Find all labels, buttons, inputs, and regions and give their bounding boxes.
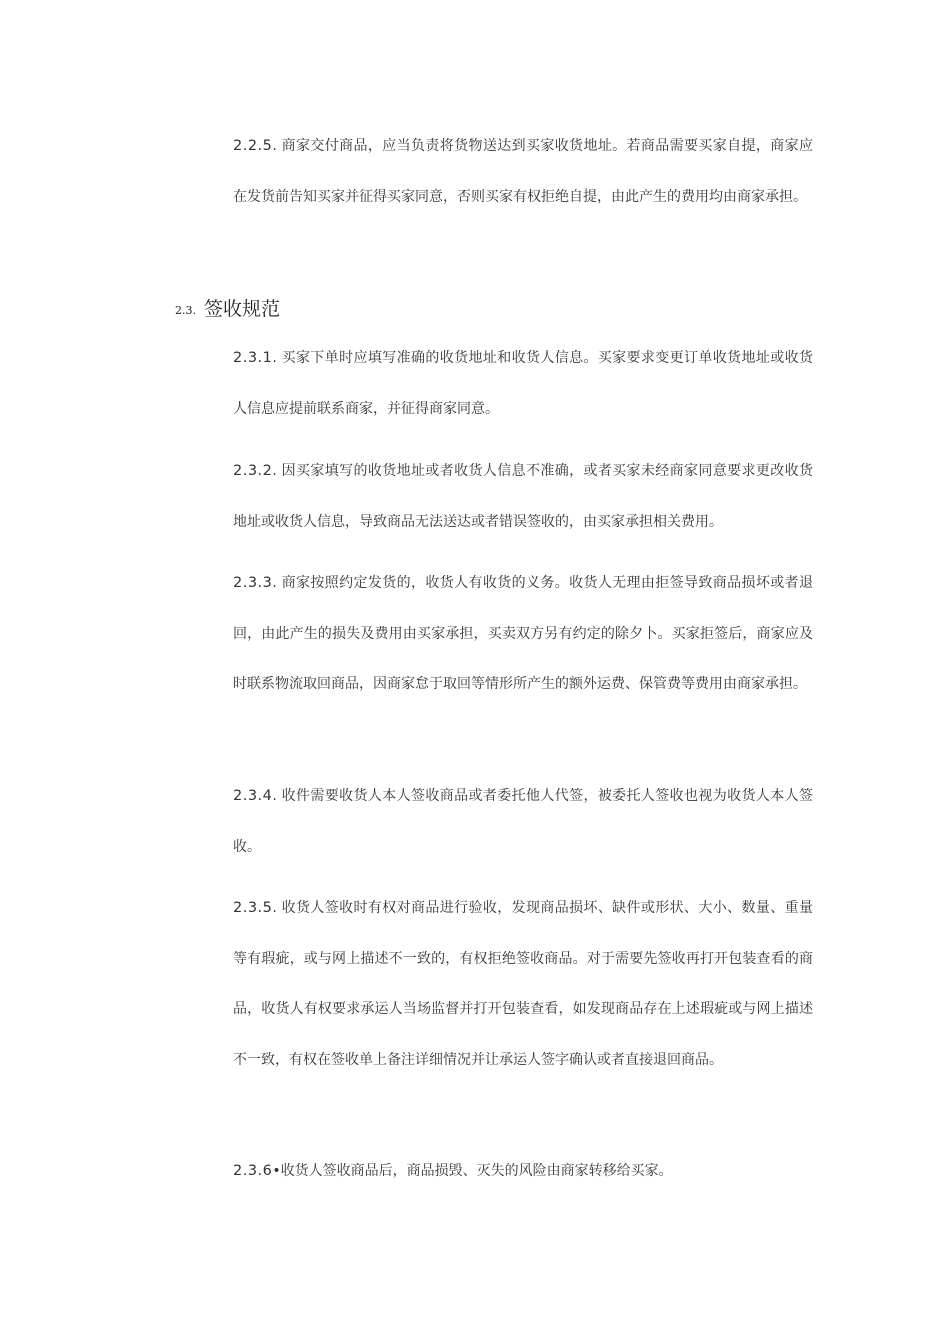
clause-number: 2.2.5 xyxy=(233,138,273,154)
clause-separator: . xyxy=(272,350,277,366)
paragraph-2-2-5 xyxy=(233,121,813,222)
clause-separator: . xyxy=(272,900,277,916)
clause-text: 收货人签收时有权对商品进行验收，发现商品损坏、缺件或形状、大小、数量、重量等有瑕疵，或与网上描述不一致的，有权拒绝签收商品。对于需要先签收再打开包装查看的商品，收货人有权要求承运人当场监督并打开包装查看，如发现商品存在上述瑕疵或与网上描述不一致，有权在签收单上备注详细情况并让承运人签字确认或者直接退回商品。 xyxy=(233,900,813,1068)
section-heading-2-3 xyxy=(175,292,280,326)
paragraph-2-3-3 xyxy=(233,558,813,710)
clause-text: 收件需要收货人本人签收商品或者委托他人代签，被委托人签收也视为收货人本人签收。 xyxy=(233,788,813,855)
clause-text: 买家下单时应填写准确的收货地址和收货人信息。买家要求变更订单收货地址或收货人信息应提前联系商家，并征得商家同意。 xyxy=(233,350,813,417)
clause-separator: . xyxy=(272,788,277,804)
paragraph-2-3-6 xyxy=(233,1146,813,1197)
paragraph-2-3-4 xyxy=(233,771,813,872)
clause-text: 商家交付商品，应当负责将货物送达到买家收货地址。若商品需要买家自提，商家应在发货前告知买家并征得买家同意，否则买家有权拒绝自提，由此产生的费用均由商家承担。 xyxy=(233,138,813,205)
clause-separator: • xyxy=(272,1163,281,1179)
clause-text: 因买家填写的收货地址或者收货人信息不准确，或者买家未经商家同意要求更改收货地址或收货人信息，导致商品无法送达或者错误签收的，由买家承担相关费用。 xyxy=(233,463,813,530)
clause-number: 2.3.4 xyxy=(233,788,273,804)
section-title: 签收规范 xyxy=(204,298,281,320)
clause-separator: . xyxy=(272,138,277,154)
clause-separator: . xyxy=(272,463,277,479)
clause-number: 2.3.6 xyxy=(233,1163,273,1179)
clause-number: 2.3.2 xyxy=(233,463,273,479)
section-number: 2.3. xyxy=(175,304,196,317)
clause-number: 2.3.3 xyxy=(233,575,273,591)
paragraph-2-3-1 xyxy=(233,333,813,434)
clause-text: 商家按照约定发货的，收货人有收货的义务。收货人无理由拒签导致商品损坏或者退回，由此产生的损失及费用由买家承担，买卖双方另有约定的除夕卜。买家拒签后，商家应及时联系物流取回商品，因商家怠于取回等情形所产生的额外运费、保管费等费用由商家承担。 xyxy=(233,575,813,692)
clause-number: 2.3.5 xyxy=(233,900,273,916)
clause-separator: . xyxy=(272,575,277,591)
clause-number: 2.3.1 xyxy=(233,350,273,366)
clause-text: 收货人签收商品后，商品损毁、灭失的风险由商家转移给买家。 xyxy=(280,1163,673,1179)
paragraph-2-3-2 xyxy=(233,446,813,547)
paragraph-2-3-5 xyxy=(233,883,813,1085)
